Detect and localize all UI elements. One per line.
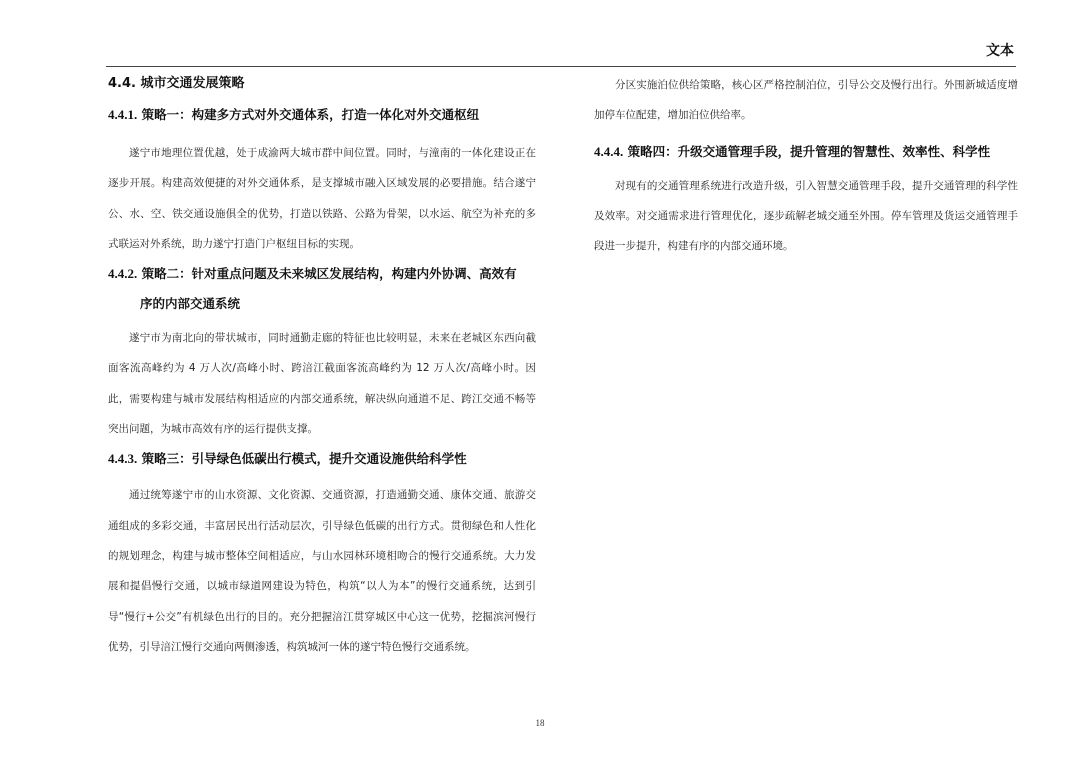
subsection-number: 4.4.3. [108,451,138,467]
paragraph-4-4-3: 通过统筹遂宁市的山水资源、文化资源、交通资源，打造通勤交通、康体交通、旅游交通组成的多彩交通，丰富居民出行活动层次，引导绿色低碳的出行方式。贯彻绿色和人性化的规划理念，构建与城市整体空间相适应，与山水园林环境相吻合的慢行交通系统。大力发展和提倡慢行交通，以城市绿道网建设为特色，构筑“以人为本”的慢行交通系统，达到引导“慢行+公交”有机绿色出行的目的。充分把握涪江贯穿城区中心这一优势，挖掘滨河慢行优势，引导涪江慢行交通向两侧渗透，构筑城河一体的遂宁特色慢行交通系统。 [108,489,536,653]
subsection-heading-4-4-1 [108,100,536,130]
paragraph-4-4-2: 遂宁市为南北向的带状城市，同时通勤走廊的特征也比较明显，未来在老城区东西向截面客流高峰约为 4 万人次/高峰小时、跨涪江截面客流高峰约为 12 万人次/高峰小时。因此，需要构建与城市发展结构相适应的内部交通系统，解决纵向通道不足、跨江交通不畅等突出问题，为城市高效有序的运行提供支撑。 [108,332,536,436]
subsection-heading-4-4-4 [594,137,1018,167]
subsection-title: 策略四：升级交通管理手段，提升管理的智慧性、效率性、科学性 [627,143,991,159]
subsection-title: 策略三：引导绿色低碳出行模式，提升交通设施供给科学性 [141,451,467,467]
subsection-heading-4-4-2 [108,259,536,319]
page-number: 18 [535,718,545,728]
subsection-number: 4.4.1. [108,107,138,122]
right-column [594,70,1018,261]
section-title: 城市交通发展策略 [140,76,245,91]
header-divider [106,66,1016,67]
subsection-title-line2: 序的内部交通系统 [140,296,241,312]
subsection-number: 4.4.2. [108,266,138,282]
paragraph-4-4-4: 对现有的交通管理系统进行改造升级，引入智慧交通管理手段，提升交通管理的科学性及效率。对交通需求进行管理优化，逐步疏解老城交通至外围。停车管理及货运交通管理手段进一步提升，构建有序的内部交通环境。 [594,179,1018,253]
section-number: 4.4. [108,76,136,91]
left-column [108,70,536,662]
subsection-number: 4.4.4. [594,143,624,159]
subsection-title: 策略一：构建多方式对外交通体系，打造一体化对外交通枢纽 [141,107,480,122]
subsection-title-line1: 策略二：针对重点问题及未来城区发展结构，构建内外协调、高效有 [141,266,517,282]
document-type-label: 文本 [986,43,1014,59]
subsection-heading-4-4-3 [108,444,536,474]
section-heading-4-4 [108,70,536,98]
paragraph-continued: 分区实施泊位供给策略，核心区严格控制泊位，引导公交及慢行出行。外围新城适度增加停车位配建，增加泊位供给率。 [594,79,1018,122]
paragraph-4-4-1: 遂宁市地理位置优越，处于成渝两大城市群中间位置。同时，与潼南的一体化建设正在逐步开展。构建高效便捷的对外交通体系，是支撑城市融入区域发展的必要措施。结合遂宁公、水、空、铁交通设施俱全的优势，打造以铁路、公路为骨架，以水运、航空为补充的多式联运对外系统，助力遂宁打造门户枢纽目标的实现。 [108,147,536,250]
